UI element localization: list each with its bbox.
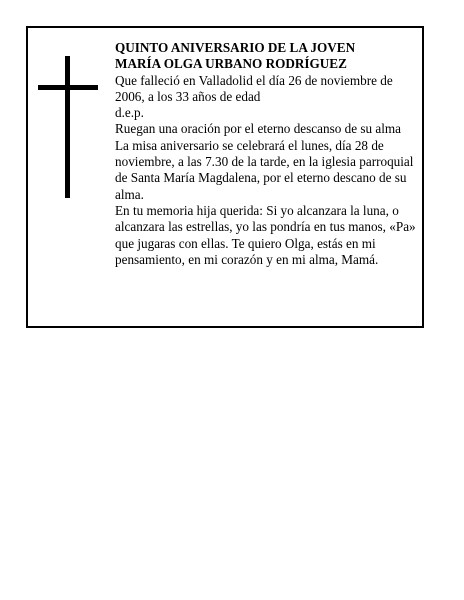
notice-title-line-2: MARÍA OLGA URBANO RODRÍGUEZ <box>115 56 347 72</box>
cross-icon <box>38 56 98 198</box>
dedication: En tu memoria hija querida: Si yo alcanzara la luna, o alcanzara las estrellas, yo las pondría en tus manos, «Pa» que jugaras con ellas. Te quiero Olga, estás en mi pensamiento, en mi corazón y en mi alma, Mamá. <box>115 202 416 267</box>
prayer-request: Ruegan una oración por el eterno descanso de su alma <box>115 121 401 137</box>
notice-text <box>115 40 424 268</box>
death-info: Que falleció en Valladolid el día 26 de noviembre de 2006, a los 33 años de edad <box>115 72 393 104</box>
mass-info: La misa aniversario se celebrará el lunes, día 28 de noviembre, a las 7.30 de la tarde, en la iglesia parroquial de Santa María Magdalena, por el eterno descano de su alma. <box>115 137 414 202</box>
dep-text: d.e.p. <box>115 105 144 121</box>
cross-horizontal-bar <box>38 85 98 90</box>
cross-vertical-bar <box>65 56 70 198</box>
obituary-notice <box>26 26 424 328</box>
notice-title-line-1: QUINTO ANIVERSARIO DE LA JOVEN <box>115 40 356 55</box>
